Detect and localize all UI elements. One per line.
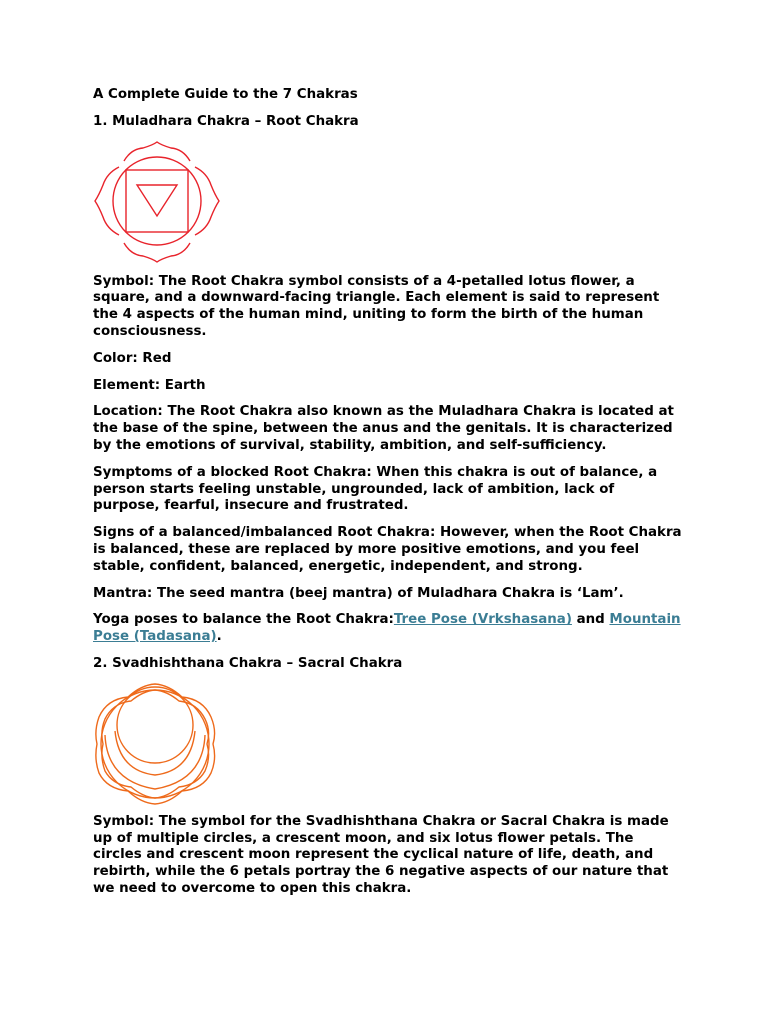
sacral-symbol-paragraph: Symbol: The symbol for the Svadhishthana Chakra or Sacral Chakra is made up of multiple circles, a crescent moon, and six lotus flower petals. The circles and crescent moon represent the cyclical nature of life, death, and rebirth, while the 6 petals portray the 6 negative aspects of our nature that we need to overcome to open this chakra.: [93, 813, 669, 896]
root-chakra-heading: 1. Muladhara Chakra – Root Chakra: [93, 113, 359, 129]
root-location-paragraph: Location: The Root Chakra also known as the Muladhara Chakra is located at the base of the spine, between the anus and the genitals. It is characterized by the emotions of survival, stability, ambition, and self-sufficiency.: [93, 404, 674, 453]
mountain-pose-link[interactable]: Mountain Pose (Tadasana): [93, 612, 681, 645]
yoga-suffix: .: [216, 629, 222, 645]
sacral-chakra-symbol-icon: [93, 683, 219, 805]
yoga-joiner: and: [571, 612, 610, 628]
root-yoga-paragraph: [93, 612, 683, 646]
tree-pose-link[interactable]: Tree Pose (Vrkshasana): [393, 612, 572, 628]
document-content: [93, 87, 683, 908]
root-color-paragraph: Color: Red: [93, 350, 172, 366]
root-signs-paragraph: Signs of a balanced/imbalanced Root Chakra: However, when the Root Chakra is balanced, these are replaced by more positive emotions, and you feel stable, confident, balanced, energetic, independent, and strong.: [93, 525, 682, 574]
root-chakra-symbol-icon: [93, 141, 221, 265]
root-element-paragraph: Element: Earth: [93, 377, 206, 393]
sacral-chakra-heading: 2. Svadhishthana Chakra – Sacral Chakra: [93, 655, 403, 671]
root-mantra-paragraph: Mantra: The seed mantra (beej mantra) of Muladhara Chakra is ‘Lam’.: [93, 585, 624, 601]
yoga-prefix: Yoga poses to balance the Root Chakra:: [93, 612, 394, 628]
root-symbol-paragraph: Symbol: The Root Chakra symbol consists of a 4-petalled lotus flower, a square, and a downward-facing triangle. Each element is said to represent the 4 aspects of the human mind, uniting to form the birth of the human consciousness.: [93, 273, 660, 339]
document-title: A Complete Guide to the 7 Chakras: [93, 87, 358, 102]
root-symptoms-paragraph: Symptoms of a blocked Root Chakra: When this chakra is out of balance, a person starts feeling unstable, ungrounded, lack of ambition, lack of purpose, fearful, insecure and frustrated.: [93, 464, 658, 514]
